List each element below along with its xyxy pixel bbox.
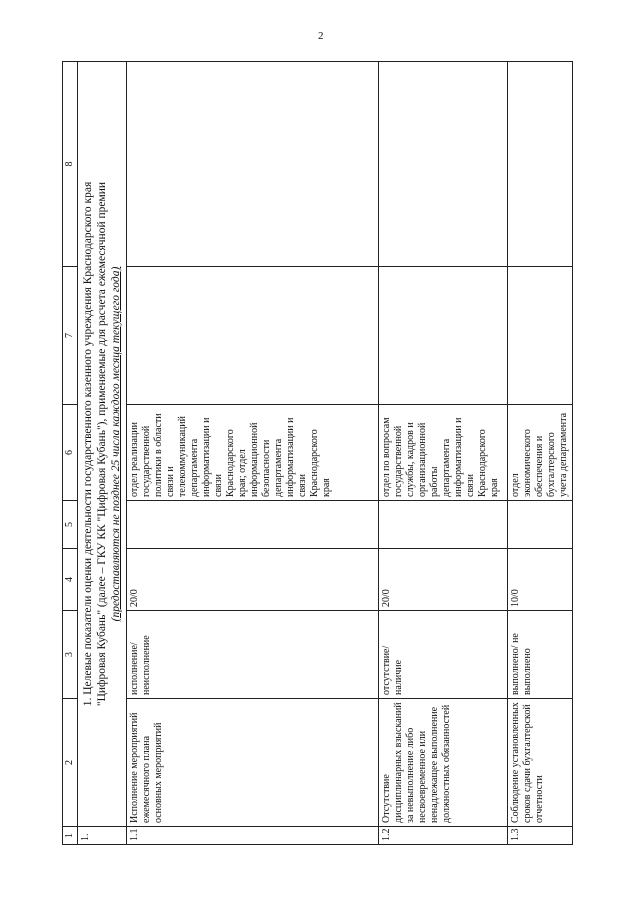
table-row — [379, 62, 508, 845]
table-row — [127, 62, 379, 845]
column-header: 7 — [63, 267, 78, 405]
column-header: 8 — [63, 62, 78, 267]
empty-cell — [508, 501, 573, 549]
column-header: 4 — [63, 549, 78, 611]
section-note: (предоставляются не позднее 25 числа каждого месяца текущего года) — [110, 266, 122, 622]
empty-cell — [379, 501, 508, 549]
indicator-cell: Отсутствие дисциплинарных взысканий за невыполнение либо несвоевременное или ненадлежащее выполнение должностных обязанностей — [379, 699, 508, 827]
column-header: 6 — [63, 405, 78, 501]
section-row — [78, 62, 127, 845]
section-title-line2: "Цифровая Кубань" (далее – ГКУ КК "Цифровая Кубань"), применяемые для расчета ежемесячной премии — [96, 181, 108, 707]
indicator-cell: Исполнение мероприятий ежемесячного плана основных мероприятий — [127, 699, 379, 827]
department-cell: отдел по вопросам государственной службы, кадров и организационной работы департамента информатизации и связи Краснодарского края — [379, 405, 508, 501]
indicator-cell: Соблюдение установленных сроков сдачи бухгалтерской отчетности — [508, 699, 573, 827]
weight-cell: 20/0 — [379, 549, 508, 611]
indicators-table — [62, 61, 573, 845]
table-row — [508, 62, 573, 845]
section-number: 1. — [78, 827, 127, 845]
section-title — [78, 62, 127, 827]
empty-cell — [127, 501, 379, 549]
criteria-cell: отсутствие/ наличие — [379, 611, 508, 699]
empty-cell — [127, 62, 379, 267]
column-header: 2 — [63, 699, 78, 827]
rotated-page-content — [62, 62, 602, 845]
empty-cell — [508, 267, 573, 405]
department-cell: отдел экономического обеспечения и бухгалтерского учета департамента — [508, 405, 573, 501]
row-number: 1.2 — [379, 827, 508, 845]
weight-cell: 10/0 — [508, 549, 573, 611]
row-number: 1.1 — [127, 827, 379, 845]
column-header: 3 — [63, 611, 78, 699]
criteria-cell: выполнено/ не выполнено — [508, 611, 573, 699]
empty-cell — [379, 62, 508, 267]
row-number: 1.3 — [508, 827, 573, 845]
column-header: 1 — [63, 827, 78, 845]
empty-cell — [508, 62, 573, 267]
empty-cell — [379, 267, 508, 405]
section-title-line1: 1. Целевые показатели оценки деятельности государственного казенного учреждения Краснодарского края — [82, 181, 94, 707]
weight-cell: 20/0 — [127, 549, 379, 611]
column-header: 5 — [63, 501, 78, 549]
criteria-cell: исполнение/ неисполнение — [127, 611, 379, 699]
empty-cell — [127, 267, 379, 405]
department-cell: отдел реализации государственной политики в области связи и телекоммуникаций департамента информатизации и связи Краснодарского края; отдел информационной безопасности департамента информатизации и связи Краснодарского края — [127, 405, 379, 501]
column-number-row — [63, 62, 78, 845]
page-number: 2 — [318, 30, 324, 42]
